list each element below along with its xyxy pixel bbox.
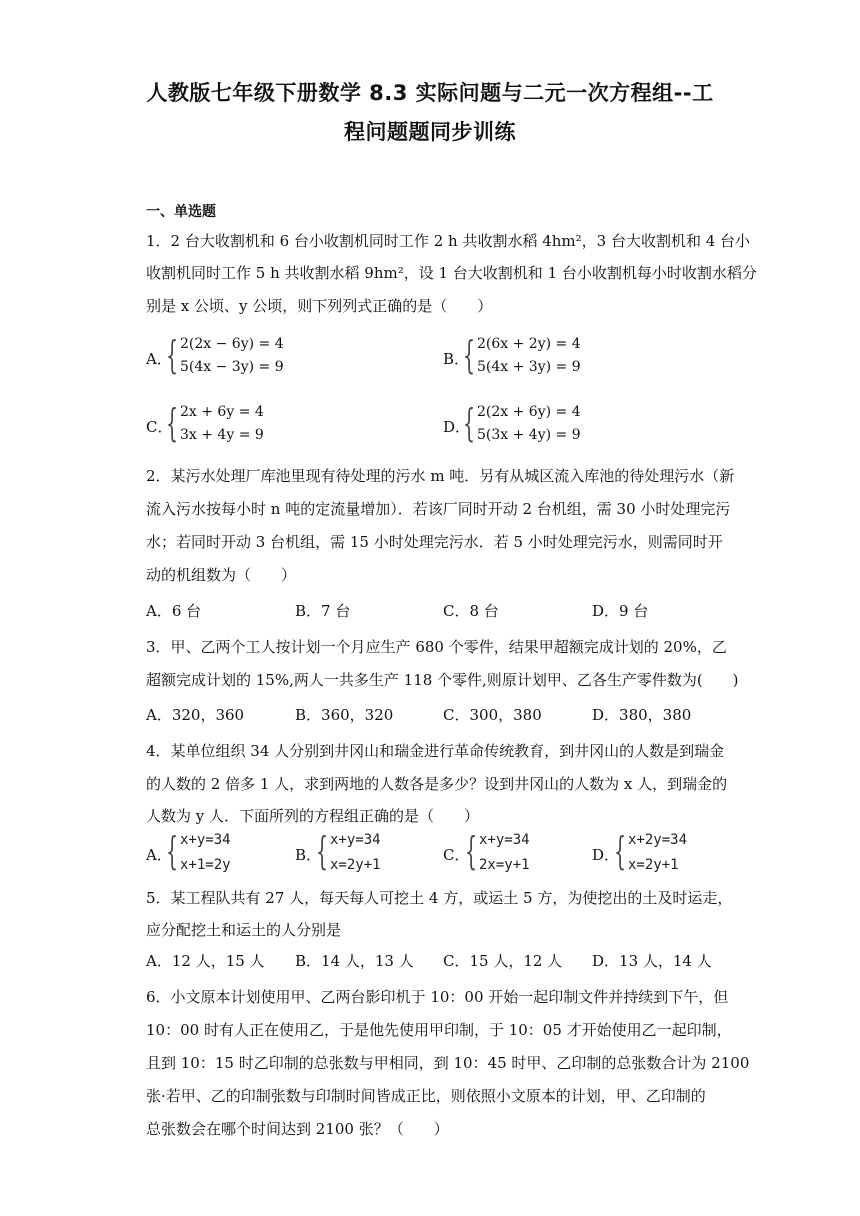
q1-line-1: 1．2 台大收割机和 6 台小收割机同时工作 2 h 共收割水稻 4hm²，3 台大收割机和 4 台小 bbox=[146, 232, 751, 250]
q3-option-c: C．300，380 bbox=[443, 706, 542, 724]
q4-option-c-eq1: x+y=34 bbox=[479, 832, 530, 848]
q1-line-2: 收割机同时工作 5 h 共收割水稻 9hm²，设 1 台大收割机和 1 台小收割机每小时收割水稻分 bbox=[146, 264, 757, 282]
q4-option-b-eq2: x=2y+1 bbox=[330, 857, 381, 873]
q5-line-1: 5．某工程队共有 27 人，每天每人可挖土 4 方，或运土 5 方，为使挖出的土及时运走， bbox=[146, 889, 733, 907]
document-title-line1: 人教版七年级下册数学 8.3 实际问题与二元一次方程组--工 bbox=[146, 81, 714, 105]
document-title-line2: 程问题题同步训练 bbox=[344, 120, 516, 144]
q1-option-d-eq2: 5(3x + 4y) = 9 bbox=[477, 427, 581, 443]
q2-option-b: B．7 台 bbox=[295, 602, 351, 620]
q2-line-2: 流入污水按每小时 n 吨的定流量增加）．若该厂同时开动 2 台机组，需 30 小时处理完污 bbox=[146, 500, 731, 518]
q1-option-a-eq1: 2(2x − 6y) = 4 bbox=[180, 336, 284, 352]
q5-option-a: A．12 人，15 人 bbox=[146, 952, 265, 970]
q5-option-c: C．15 人，12 人 bbox=[443, 952, 563, 970]
q2-line-1: 2．某污水处理厂库池里现有待处理的污水 m 吨．另有从城区流入库池的待处理污水（新 bbox=[146, 467, 735, 485]
q6-line-3: 且到 10：15 时乙印制的总张数与甲相同，到 10：45 时甲、乙印制的总张数合计为 2100 bbox=[146, 1054, 750, 1072]
q4-option-b-label: B． bbox=[295, 846, 322, 864]
q6-line-2: 10：00 时有人正在使用乙，于是他先使用甲印制，于 10：05 才开始使用乙一起印制， bbox=[146, 1021, 732, 1039]
q4-option-d-eq1: x+2y=34 bbox=[628, 832, 688, 848]
q1-line-3: 别是 x 公顷、y 公顷，则下列列式正确的是（ ） bbox=[146, 297, 493, 315]
q3-option-d: D．380，380 bbox=[592, 706, 692, 724]
q1-option-b-eq2: 5(4x + 3y) = 9 bbox=[477, 359, 581, 375]
q4-option-a-label: A． bbox=[146, 846, 172, 864]
q1-option-a-eq2: 5(4x − 3y) = 9 bbox=[180, 359, 284, 375]
q6-line-5: 总张数会在哪个时间达到 2100 张？（ ） bbox=[146, 1120, 449, 1138]
q2-line-3: 水；若同时开动 3 台机组，需 15 小时处理完污水．若 5 小时处理完污水，则需同时开 bbox=[146, 533, 723, 551]
q4-line-1: 4．某单位组织 34 人分别到井冈山和瑞金进行革命传统教育，到井冈山的人数是到瑞金 bbox=[146, 742, 725, 760]
q2-option-d: D．9 台 bbox=[592, 602, 649, 620]
brace-icon: { bbox=[465, 829, 478, 873]
q1-option-a-label: A． bbox=[146, 350, 172, 368]
section-heading: 一、单选题 bbox=[146, 204, 216, 220]
brace-icon: { bbox=[463, 401, 476, 445]
q4-option-d-eq2: x=2y+1 bbox=[628, 857, 679, 873]
q3-option-a: A．320，360 bbox=[146, 706, 245, 724]
q6-line-1: 6．小文原本计划使用甲、乙两台影印机于 10：00 开始一起印制文件并持续到下午，但 bbox=[146, 988, 729, 1006]
q4-option-a-eq2: x+1=2y bbox=[180, 857, 231, 873]
q2-option-c: C．8 台 bbox=[443, 602, 499, 620]
q3-line-2: 超额完成计划的 15%,两人一共多生产 118 个零件,则原计划甲、乙各生产零件数为( ) bbox=[146, 671, 739, 689]
q5-option-b: B．14 人，13 人 bbox=[295, 952, 414, 970]
q2-option-a: A．6 台 bbox=[146, 602, 202, 620]
q1-option-c-eq1: 2x + 6y = 4 bbox=[180, 404, 264, 420]
brace-icon: { bbox=[166, 401, 179, 445]
brace-icon: { bbox=[166, 829, 179, 873]
q3-option-b: B．360，320 bbox=[295, 706, 394, 724]
q4-option-c-label: C． bbox=[443, 846, 470, 864]
brace-icon: { bbox=[316, 829, 329, 873]
brace-icon: { bbox=[463, 333, 476, 377]
brace-icon: { bbox=[166, 333, 179, 377]
q4-option-a-eq1: x+y=34 bbox=[180, 832, 231, 848]
q4-line-2: 的人数的 2 倍多 1 人，求到两地的人数各是多少？设到井冈山的人数为 x 人，到瑞金的 bbox=[146, 775, 728, 793]
q4-line-3: 人数为 y 人．下面所列的方程组正确的是（ ） bbox=[146, 807, 480, 825]
q4-option-b-eq1: x+y=34 bbox=[330, 832, 381, 848]
q1-option-b-label: B． bbox=[443, 350, 470, 368]
q3-line-1: 3．甲、乙两个工人按计划一个月应生产 680 个零件，结果甲超额完成计划的 20%，乙 bbox=[146, 638, 727, 656]
q1-option-c-label: C． bbox=[146, 418, 173, 436]
q4-option-c-eq2: 2x=y+1 bbox=[479, 857, 530, 873]
q1-option-b-eq1: 2(6x + 2y) = 4 bbox=[477, 336, 581, 352]
q6-line-4: 张·若甲、乙的印制张数与印制时间皆成正比，则依照小文原本的计划，甲、乙印制的 bbox=[146, 1087, 706, 1105]
q5-line-2: 应分配挖土和运土的人分别是 bbox=[146, 921, 342, 939]
q1-option-c-eq2: 3x + 4y = 9 bbox=[180, 427, 264, 443]
q1-option-d-label: D． bbox=[443, 418, 471, 436]
q1-option-d-eq1: 2(2x + 6y) = 4 bbox=[477, 404, 581, 420]
brace-icon: { bbox=[614, 829, 627, 873]
q5-option-d: D．13 人，14 人 bbox=[592, 952, 712, 970]
q2-line-4: 动的机组数为（ ） bbox=[146, 566, 297, 584]
q4-option-d-label: D． bbox=[592, 846, 620, 864]
